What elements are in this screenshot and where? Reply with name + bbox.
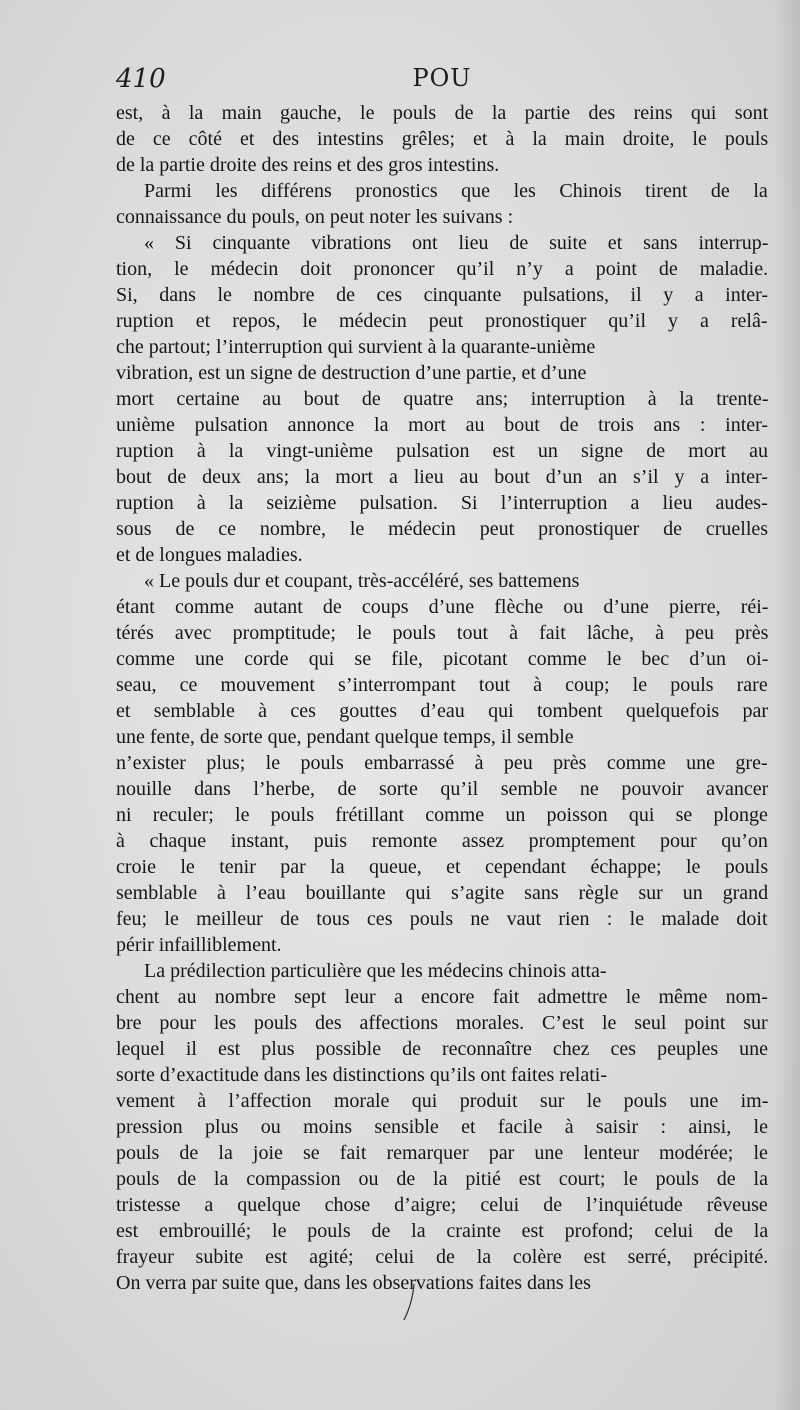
text-line: feu; le meilleur de tous ces pouls ne vaut rien : le malade doit (116, 908, 768, 930)
text-line: une fente, de sorte que, pendant quelque temps, il semble (116, 726, 574, 748)
text-line: sous de ce nombre, le médecin peut pronostiquer de cruelles (116, 518, 768, 540)
running-head: POU (412, 64, 472, 92)
text-line: pouls de la joie se fait remarquer par une lenteur modérée; le (116, 1142, 768, 1164)
text-line: che partout; l’interruption qui survient à la quarante-unième (116, 336, 596, 358)
page-header (116, 60, 768, 100)
text-line: nouille dans l’herbe, de sorte qu’il semble ne pouvoir avancer (116, 778, 768, 800)
text-line: vibration, est un signe de destruction d’une partie, et d’une (116, 362, 587, 384)
text-line: vement à l’affection morale qui produit sur le pouls une im- (116, 1090, 768, 1112)
text-line: Si, dans le nombre de ces cinquante pulsations, il y a inter- (116, 284, 768, 306)
text-line: On verra par suite que, dans les observations faites dans les (116, 1272, 591, 1294)
paragraph (116, 230, 768, 568)
text-line: ruption et repos, le médecin peut pronostiquer qu’il y a relâ- (116, 310, 768, 332)
page-number: 410 (116, 64, 166, 94)
paragraph (116, 958, 768, 1296)
text-line: n’exister plus; le pouls embarrassé à peu près comme une gre- (116, 752, 768, 774)
body-text (116, 100, 768, 1296)
text-line: connaissance du pouls, on peut noter les suivans : (116, 206, 514, 228)
text-line: de ce côté et des intestins grêles; et à la main droite, le pouls (116, 128, 768, 150)
paragraph (116, 568, 768, 958)
text-line: lequel il est plus possible de reconnaître chez ces peuples une (116, 1038, 768, 1060)
text-line: ruption à la vingt-unième pulsation est un signe de mort au (116, 440, 768, 462)
text-line: est embrouillé; le pouls de la crainte est profond; celui de la (116, 1220, 768, 1242)
paragraph (116, 178, 768, 230)
text-line: La prédilection particulière que les médecins chinois atta- (144, 960, 607, 982)
text-line: comme une corde qui se file, picotant comme le bec d’un oi- (116, 648, 768, 670)
text-line: ruption à la seizième pulsation. Si l’interruption a lieu audes- (116, 492, 768, 514)
text-line: bout de deux ans; la mort a lieu au bout d’un an s’il y a inter- (116, 466, 768, 488)
text-line: unième pulsation annonce la mort au bout de trois ans : inter- (116, 414, 768, 436)
text-line: et de longues maladies. (116, 544, 303, 566)
text-line: croie le tenir par la queue, et cependant échappe; le pouls (116, 856, 768, 878)
text-line: périr infailliblement. (116, 934, 282, 956)
text-line: ni reculer; le pouls frétillant comme un poisson qui se plonge (116, 804, 768, 826)
paragraph (116, 100, 768, 178)
text-line: à chaque instant, puis remonte assez promptement pour qu’on (116, 830, 768, 852)
text-line: seau, ce mouvement s’interrompant tout à coup; le pouls rare (116, 674, 768, 696)
text-line: tristesse a quelque chose d’aigre; celui de l’inquiétude rêveuse (116, 1194, 768, 1216)
text-line: est, à la main gauche, le pouls de la partie des reins qui sont (116, 102, 768, 124)
text-line: pression plus ou moins sensible et facile à saisir : ainsi, le (116, 1116, 768, 1138)
text-line: Parmi les différens pronostics que les Chinois tirent de la (144, 180, 768, 202)
page-edge-shadow (774, 0, 800, 1410)
text-line: et semblable à ces gouttes d’eau qui tombent quelquefois par (116, 700, 768, 722)
text-line: de la partie droite des reins et des gros intestins. (116, 154, 500, 176)
text-line: « Si cinquante vibrations ont lieu de suite et sans interrup- (144, 232, 768, 254)
text-line: chent au nombre sept leur a encore fait admettre le même nom- (116, 986, 768, 1008)
text-line: semblable à l’eau bouillante qui s’agite sans règle sur un grand (116, 882, 768, 904)
text-line: étant comme autant de coups d’une flèche ou d’une pierre, réi- (116, 596, 768, 618)
text-line: mort certaine au bout de quatre ans; interruption à la trente- (116, 388, 768, 410)
text-line: bre pour les pouls des affections morales. C’est le seul point sur (116, 1012, 768, 1034)
text-line: tion, le médecin doit prononcer qu’il n’y a point de maladie. (116, 258, 768, 280)
text-line: sorte d’exactitude dans les distinctions qu’ils ont faites relati- (116, 1064, 607, 1086)
ink-stroke-mark (400, 1282, 422, 1322)
text-line: « Le pouls dur et coupant, très-accéléré, ses battemens (144, 570, 580, 592)
text-line: pouls de la compassion ou de la pitié est court; le pouls de la (116, 1168, 768, 1190)
text-line: frayeur subite est agité; celui de la colère est serré, précipité. (116, 1246, 768, 1268)
text-line: térés avec promptitude; le pouls tout à fait lâche, à peu près (116, 622, 768, 644)
